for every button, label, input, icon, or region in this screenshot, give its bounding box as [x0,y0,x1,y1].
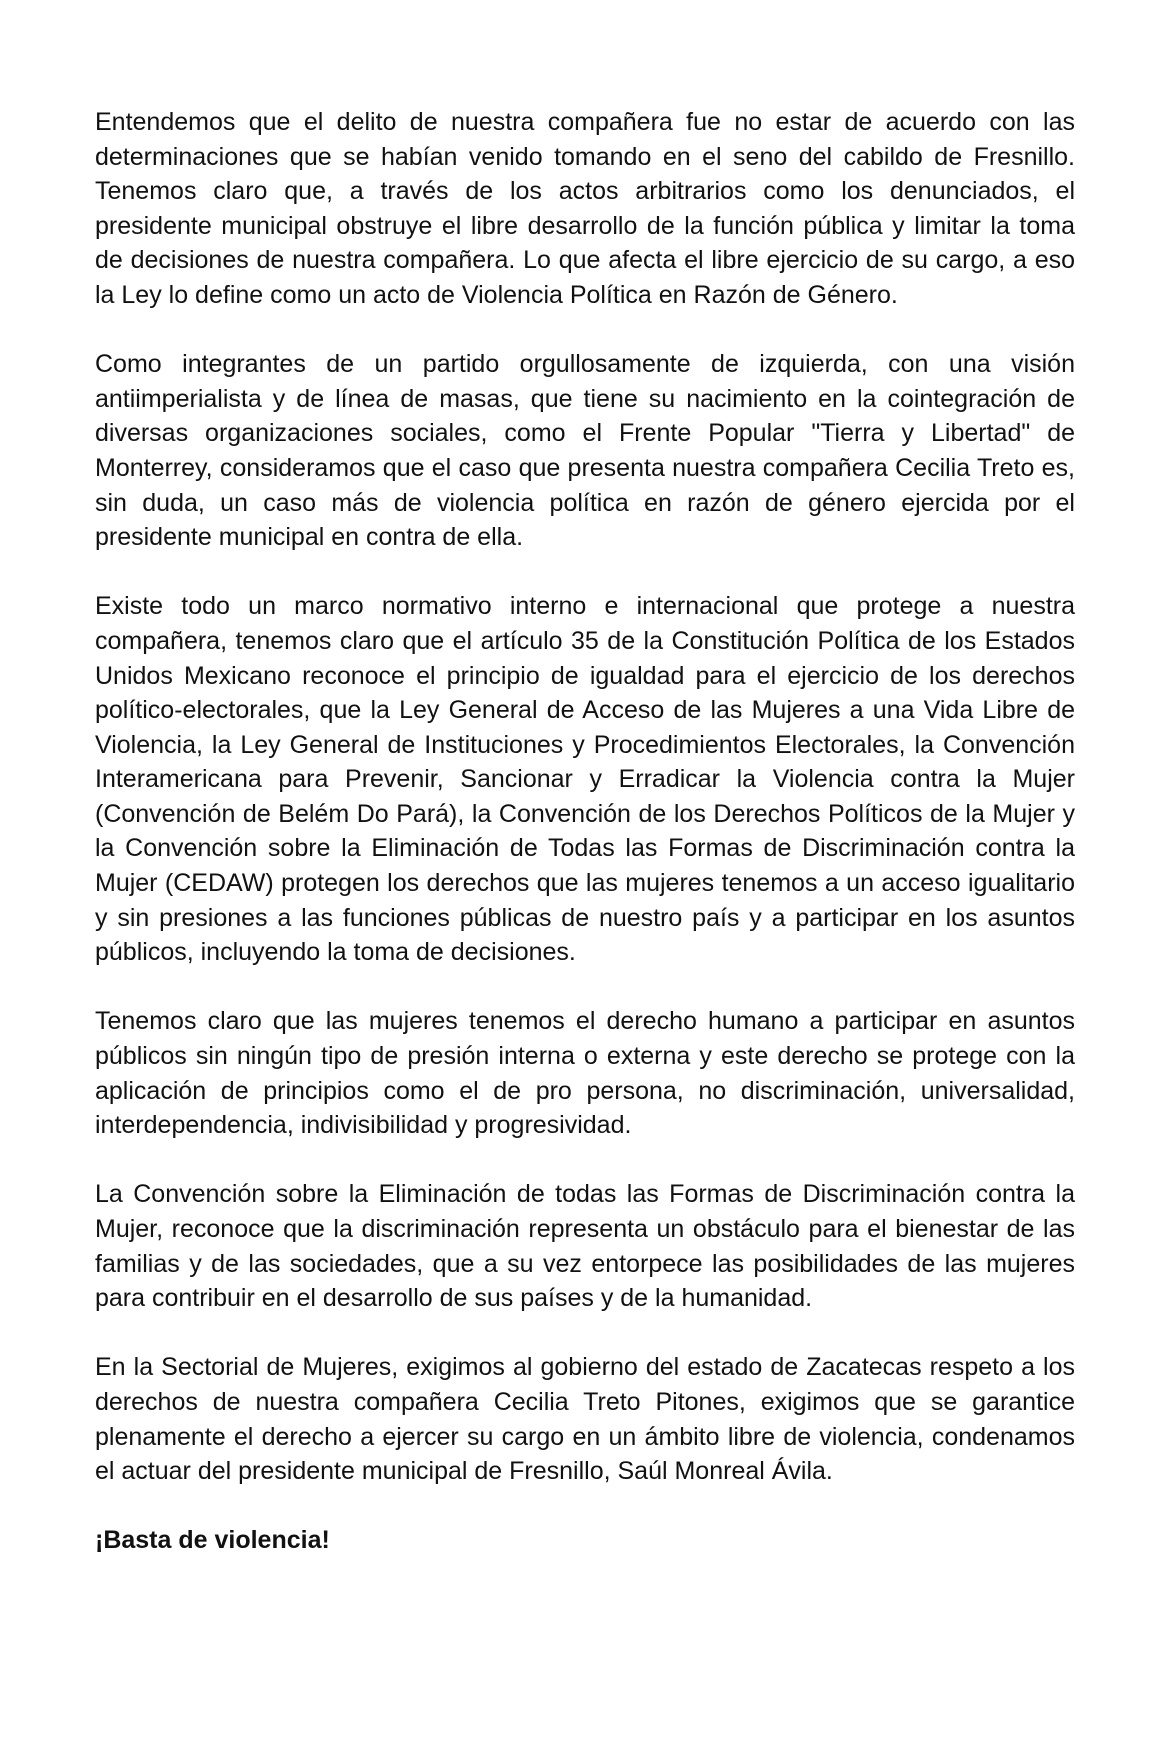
closing-statement: ¡Basta de violencia! [95,1526,330,1555]
paragraph-delito-companera: Entendemos que el delito de nuestra compañera fue no estar de acuerdo con las determinaciones que se habían venido tomando en el seno del cabildo de Fresnillo. Tenemos claro que, a través de los actos arbitrarios como los denunciados, el presidente municipal obstruye el libre desarrollo de la función pública y limitar la toma de decisiones de nuestra compañera. Lo que afecta el libre ejercicio de su cargo, a eso la Ley lo define como un acto de Violencia Política en Razón de Género. [95,108,1075,309]
document-page [95,105,1075,1558]
paragraph-sectorial-mujeres: En la Sectorial de Mujeres, exigimos al gobierno del estado de Zacatecas respeto a los derechos de nuestra compañera Cecilia Treto Pitones, exigimos que se garantice plenamente el derecho a ejercer su cargo en un ámbito libre de violencia, condenamos el actuar del presidente municipal de Fresnillo, Saúl Monreal Ávila. [95,1353,1075,1486]
paragraph-marco-normativo: Existe todo un marco normativo interno e internacional que protege a nuestra compañera, tenemos claro que el artículo 35 de la Constitución Política de los Estados Unidos Mexicano reconoce el principio de igualdad para el ejercicio de los derechos político-electorales, que la Ley General de Acceso de las Mujeres a una Vida Libre de Violencia, la Ley General de Instituciones y Procedimientos Electorales, la Convención Interamericana para Prevenir, Sancionar y Erradicar la Violencia contra la Mujer (Convención de Belém Do Pará), la Convención de los Derechos Políticos de la Mujer y la Convención sobre la Eliminación de Todas las Formas de Discriminación contra la Mujer (CEDAW) protegen los derechos que las mujeres tenemos a un acceso igualitario y sin presiones a las funciones públicas de nuestro país y a participar en los asuntos públicos, incluyendo la toma de decisiones. [95,592,1075,967]
paragraph-convencion-discriminacion: La Convención sobre la Eliminación de todas las Formas de Discriminación contra la Mujer, reconoce que la discriminación representa un obstáculo para el bienestar de las familias y de las sociedades, que a su vez entorpece las posibilidades de las mujeres para contribuir en el desarrollo de sus países y de la humanidad. [95,1180,1075,1313]
paragraph-derecho-humano: Tenemos claro que las mujeres tenemos el derecho humano a participar en asuntos públicos sin ningún tipo de presión interna o externa y este derecho se protege con la aplicación de principios como el de pro persona, no discriminación, universalidad, interdependencia, indivisibilidad y progresividad. [95,1007,1075,1140]
paragraph-partido-izquierda: Como integrantes de un partido orgullosamente de izquierda, con una visión antiimperialista y de línea de masas, que tiene su nacimiento en la cointegración de diversas organizaciones sociales, como el Frente Popular "Tierra y Libertad" de Monterrey, consideramos que el caso que presenta nuestra compañera Cecilia Treto es, sin duda, un caso más de violencia política en razón de género ejercida por el presidente municipal en contra de ella. [95,350,1075,552]
